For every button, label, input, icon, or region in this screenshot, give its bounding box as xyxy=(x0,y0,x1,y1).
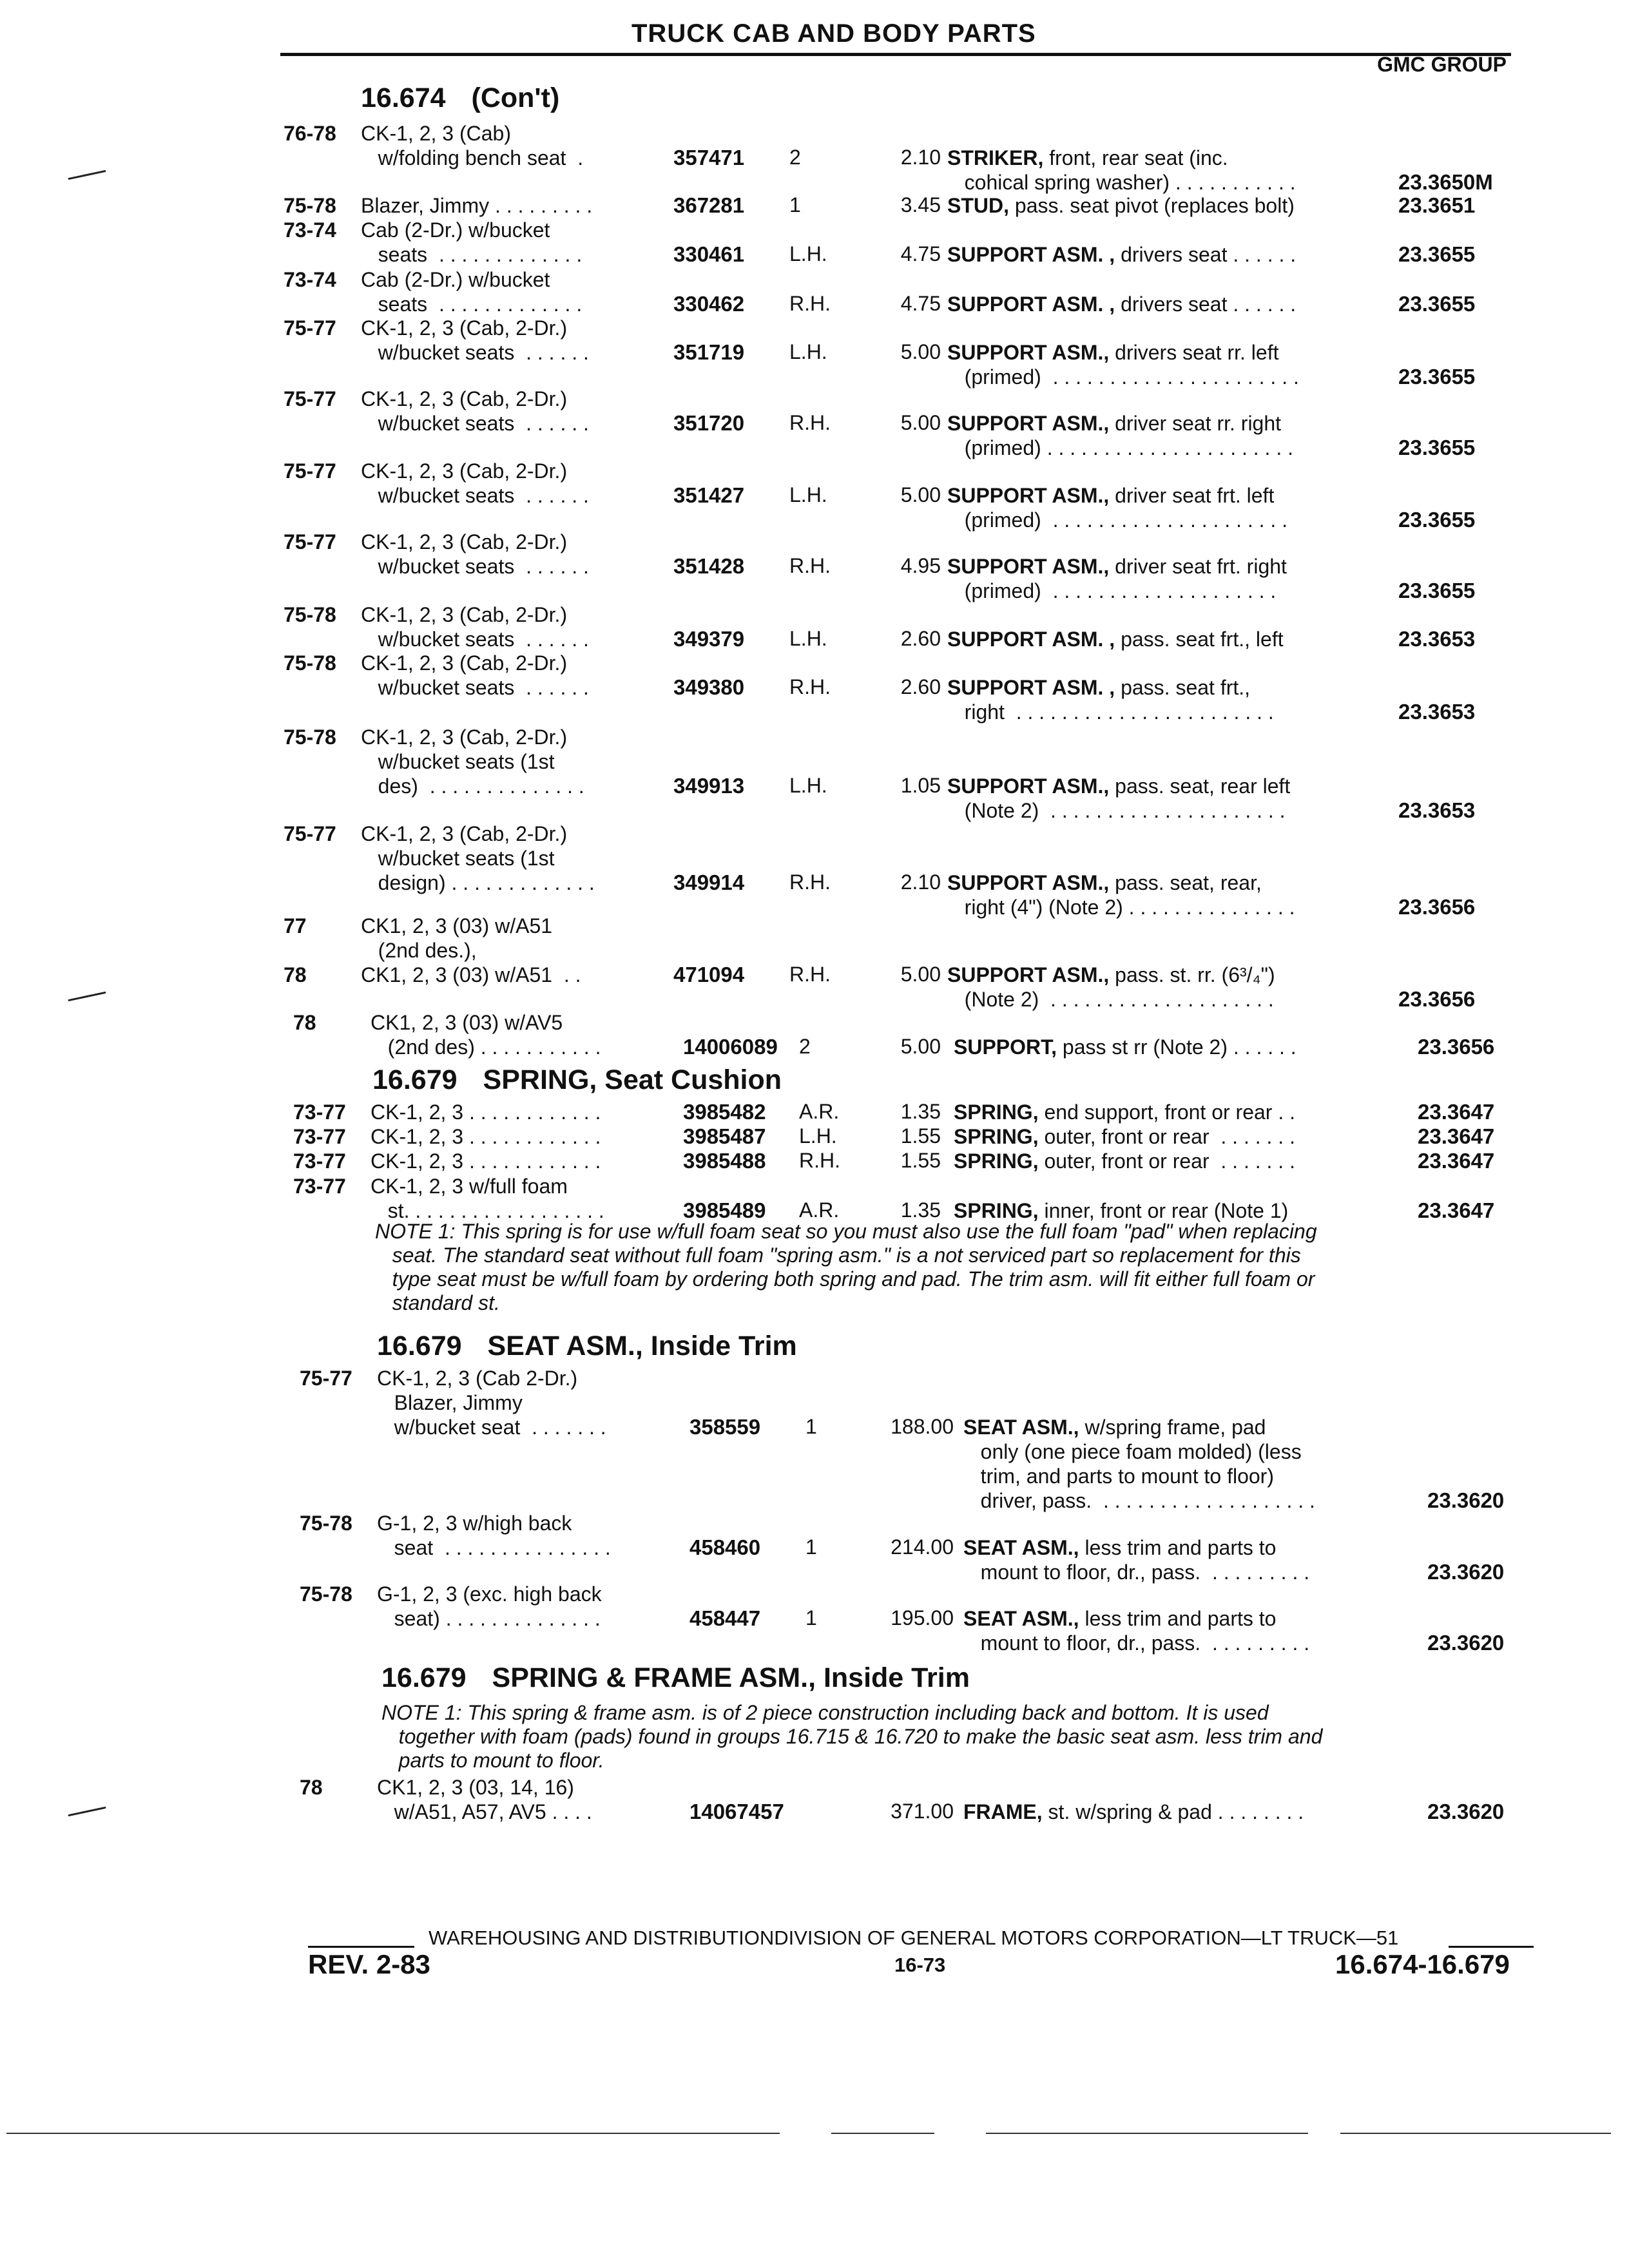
model-application: CK-1, 2, 3 . . . . . . . . . . . . xyxy=(371,1125,601,1148)
model-years: 73-77 xyxy=(293,1125,346,1148)
scan-edge-line xyxy=(6,2133,780,2134)
part-description: SUPPORT ASM., driver seat rr. right (primed) . . . . . . . . . . . . . . . . . . . . . . xyxy=(947,412,1293,459)
section-number: 16.679 xyxy=(372,1064,458,1095)
group-reference: 23.3655 xyxy=(1398,242,1476,266)
model-years: 75-77 xyxy=(284,822,336,845)
part-number: 358559 xyxy=(689,1415,761,1439)
model-years: 73-77 xyxy=(293,1149,346,1173)
model-years: 78 xyxy=(293,1011,316,1034)
model-years: 75-78 xyxy=(300,1582,352,1606)
model-application: CK-1, 2, 3 (Cab, 2-Dr.) w/bucket seats . . . . . . xyxy=(361,316,589,364)
model-application: CK1, 2, 3 (03) w/AV5 (2nd des) . . . . . . . . . . . xyxy=(371,1011,601,1059)
part-number: 3985482 xyxy=(683,1100,766,1124)
group-reference: 23.3655 xyxy=(1398,365,1476,389)
section-heading xyxy=(381,1662,970,1694)
part-number: 349913 xyxy=(673,774,745,798)
price: 4.75 xyxy=(900,292,941,315)
part-description: SUPPORT ASM., drivers seat rr. left (primed) . . . . . . . . . . . . . . . . . . . . . . xyxy=(947,341,1299,389)
model-application: CK-1, 2, 3 (Cab, 2-Dr.) w/bucket seats . . . . . . xyxy=(361,459,589,507)
model-application: G-1, 2, 3 (exc. high back seat) . . . . . . . . . . . . . . xyxy=(377,1582,602,1630)
part-number: 351427 xyxy=(673,483,745,507)
part-description: SUPPORT ASM., driver seat frt. right (primed) . . . . . . . . . . . . . . . . . . . . xyxy=(947,555,1287,602)
model-application: CK1, 2, 3 (03, 14, 16) w/A51, A57, AV5 . . . . xyxy=(377,1776,592,1823)
section-title: SPRING, Seat Cushion xyxy=(483,1064,782,1095)
group-reference: 23.3656 xyxy=(1398,895,1476,919)
quantity-side: R.H. xyxy=(789,675,831,698)
footer-division: WAREHOUSING AND DISTRIBUTIONDIVISION OF GENERAL MOTORS CORPORATION—LT TRUCK—51 xyxy=(429,1927,1399,1949)
model-application: CK-1, 2, 3 (Cab) w/folding bench seat . xyxy=(361,122,584,169)
group-reference: 23.3655 xyxy=(1398,508,1476,532)
group-reference: 23.3620 xyxy=(1427,1800,1505,1823)
part-description: SUPPORT ASM., pass. seat, rear left (Note 2) . . . . . . . . . . . . . . . . . . . . . xyxy=(947,774,1291,822)
model-years: 75-78 xyxy=(284,194,336,217)
model-application: CK-1, 2, 3 w/full foam st. . . . . . . . . . . . . . . . . . xyxy=(371,1175,604,1222)
quantity-side: R.H. xyxy=(789,870,831,894)
section-number: 16.679 xyxy=(381,1662,467,1693)
part-description: SUPPORT ASM. , drivers seat . . . . . . xyxy=(947,243,1296,266)
group-reference: 23.3656 xyxy=(1398,987,1476,1011)
part-number: 351720 xyxy=(673,411,745,435)
part-number: 349380 xyxy=(673,675,745,699)
section-title: SPRING & FRAME ASM., Inside Trim xyxy=(492,1662,970,1693)
quantity-side: 2 xyxy=(789,146,801,169)
quantity-side: 2 xyxy=(799,1035,811,1058)
part-description: FRAME, st. w/spring & pad . . . . . . . . xyxy=(963,1800,1304,1823)
price: 4.95 xyxy=(900,554,941,577)
part-description: STRIKER, front, rear seat (inc. cohical spring washer) . . . . . . . . . . . xyxy=(947,146,1296,194)
scan-edge-line xyxy=(1340,2133,1611,2134)
price: 371.00 xyxy=(891,1800,954,1823)
margin-mark xyxy=(68,1807,106,1816)
model-application: CK1, 2, 3 (03) w/A51 (2nd des.), CK1, 2, 3 (03) w/A51 . . xyxy=(361,914,581,986)
price: 2.60 xyxy=(900,675,941,698)
group-reference: 23.3620 xyxy=(1427,1488,1505,1512)
part-description: SEAT ASM., less trim and parts to mount to floor, dr., pass. . . . . . . . . . xyxy=(963,1607,1310,1655)
scan-edge-line xyxy=(986,2133,1308,2134)
price: 5.00 xyxy=(900,483,941,506)
model-application: CK-1, 2, 3 (Cab, 2-Dr.) w/bucket seats (1st des) . . . . . . . . . . . . . . xyxy=(361,726,584,798)
model-years: 77 78 xyxy=(284,914,307,986)
margin-mark xyxy=(68,992,106,1001)
model-years: 75-78 xyxy=(300,1512,352,1535)
group-label: GMC GROUP xyxy=(1377,53,1507,76)
group-reference: 23.3620 xyxy=(1427,1631,1505,1655)
price: 2.10 xyxy=(900,870,941,894)
part-description: SPRING, inner, front or rear (Note 1) xyxy=(954,1199,1289,1222)
model-application: CK-1, 2, 3 (Cab, 2-Dr.) w/bucket seats . . . . . . xyxy=(361,530,589,578)
quantity-side: R.H. xyxy=(789,963,831,986)
model-years: 75-77 xyxy=(284,459,336,483)
quantity-side: R.H. xyxy=(789,411,831,434)
price: 1.35 xyxy=(900,1198,941,1222)
group-reference: 23.3653 xyxy=(1398,627,1476,651)
part-number: 458460 xyxy=(689,1535,761,1559)
section-heading xyxy=(361,82,559,114)
part-number: 330461 xyxy=(673,242,745,266)
quantity-side: L.H. xyxy=(789,774,827,797)
part-description: SUPPORT ASM., pass. seat, rear, right (4") (Note 2) . . . . . . . . . . . . . . . xyxy=(947,871,1295,919)
part-number: 14006089 xyxy=(683,1035,778,1059)
group-reference: 23.3651 xyxy=(1398,193,1476,217)
model-years: 75-77 xyxy=(300,1367,352,1390)
model-application: Blazer, Jimmy . . . . . . . . . xyxy=(361,194,593,217)
group-reference: 23.3656 xyxy=(1418,1035,1495,1059)
price: 5.00 xyxy=(900,340,941,363)
scan-edge-line xyxy=(831,2133,934,2134)
model-application: CK-1, 2, 3 (Cab, 2-Dr.) w/bucket seats . . . . . . xyxy=(361,603,589,651)
price: 5.00 xyxy=(900,411,941,434)
quantity-side: L.H. xyxy=(789,627,827,650)
model-application: Cab (2-Dr.) w/bucket seats . . . . . . . . . . . . . xyxy=(361,218,583,266)
quantity-side: L.H. xyxy=(789,340,827,363)
model-years: 75-78 xyxy=(284,651,336,675)
group-reference: 23.3647 xyxy=(1418,1124,1495,1148)
group-reference: 23.3647 xyxy=(1418,1100,1495,1124)
model-years: 73-74 xyxy=(284,268,336,291)
model-application: CK-1, 2, 3 . . . . . . . . . . . . xyxy=(371,1100,601,1124)
quantity-side: 1 xyxy=(805,1415,817,1438)
part-number: 349914 xyxy=(673,870,745,894)
group-reference: 23.3653 xyxy=(1398,700,1476,724)
part-description: SPRING, outer, front or rear . . . . . . . xyxy=(954,1149,1295,1173)
quantity-side: R.H. xyxy=(789,554,831,577)
part-description: SUPPORT ASM. , drivers seat . . . . . . xyxy=(947,293,1296,316)
part-description: SEAT ASM., w/spring frame, pad only (one piece foam molded) (less trim, and parts to mount to floor) driver, pass. . . . . . . . . . . . . . . . . . . . xyxy=(963,1416,1315,1512)
model-years: 73-77 xyxy=(293,1100,346,1124)
price: 195.00 xyxy=(891,1606,954,1629)
model-application: CK-1, 2, 3 (Cab 2-Dr.) Blazer, Jimmy w/bucket seat . . . . . . . xyxy=(377,1367,606,1439)
part-description: SPRING, outer, front or rear . . . . . . . xyxy=(954,1125,1295,1148)
group-reference: 23.3647 xyxy=(1418,1198,1495,1222)
quantity-side: A.R. xyxy=(799,1198,840,1222)
price: 2.60 xyxy=(900,627,941,650)
margin-mark xyxy=(68,170,106,180)
model-years: 73-74 xyxy=(284,218,336,242)
group-reference: 23.3655 xyxy=(1398,579,1476,602)
part-number: 458447 xyxy=(689,1606,761,1630)
part-number: 3985488 xyxy=(683,1149,766,1173)
part-number: 367281 xyxy=(673,193,745,217)
part-number: 357471 xyxy=(673,146,745,169)
footer-rule xyxy=(308,1946,414,1948)
part-number: 351719 xyxy=(673,340,745,364)
group-reference: 23.3650M xyxy=(1398,170,1493,194)
page-number: 16-73 xyxy=(894,1954,946,1976)
model-application: Cab (2-Dr.) w/bucket seats . . . . . . . . . . . . . xyxy=(361,268,583,316)
quantity-side: R.H. xyxy=(799,1149,840,1172)
part-description: SUPPORT, pass st rr (Note 2) . . . . . . xyxy=(954,1035,1296,1059)
note-spring: NOTE 1: This spring is for use w/full foam seat so you must also use the full foam "pad" when replacing seat. The standard seat without full foam "spring asm." is a not serviced part so replacement for this type seat must be w/full foam by ordering both spring and pad. The trim asm. will fit either full foam or standard st. xyxy=(375,1220,1317,1314)
part-description: SEAT ASM., less trim and parts to mount to floor, dr., pass. . . . . . . . . . xyxy=(963,1536,1310,1584)
price: 3.45 xyxy=(900,193,941,216)
group-reference: 23.3655 xyxy=(1398,292,1476,316)
price: 1.35 xyxy=(900,1100,941,1123)
section-heading xyxy=(372,1064,782,1096)
part-number: 14067457 xyxy=(689,1800,784,1823)
part-number: 330462 xyxy=(673,292,745,316)
part-description: SUPPORT ASM., driver seat frt. left (primed) . . . . . . . . . . . . . . . . . . . . . xyxy=(947,484,1288,532)
quantity-side: 1 xyxy=(805,1606,817,1629)
model-application: CK-1, 2, 3 (Cab, 2-Dr.) w/bucket seats . . . . . . xyxy=(361,651,589,699)
part-description: SUPPORT ASM., pass. st. rr. (6³/₄") (Note 2) . . . . . . . . . . . . . . . . . . . . xyxy=(947,963,1275,1011)
quantity-side: 1 xyxy=(789,193,801,216)
section-number: 16.674 xyxy=(361,82,446,113)
footer-rule xyxy=(1449,1946,1534,1948)
part-description: SUPPORT ASM. , pass. seat frt., left xyxy=(947,628,1284,651)
section-number: 16.679 xyxy=(377,1331,462,1361)
revision-label: REV. 2-83 xyxy=(308,1949,430,1979)
section-heading xyxy=(377,1331,797,1362)
model-years: 75-78 xyxy=(284,726,336,749)
quantity-side: A.R. xyxy=(799,1100,840,1123)
model-application: CK-1, 2, 3 (Cab, 2-Dr.) w/bucket seats (1st design) . . . . . . . . . . . . . xyxy=(361,822,595,894)
group-range: 16.674-16.679 xyxy=(1335,1949,1510,1979)
price: 4.75 xyxy=(900,242,941,265)
part-number: 349379 xyxy=(673,627,745,651)
part-number: 3985489 xyxy=(683,1198,766,1222)
group-reference: 23.3620 xyxy=(1427,1560,1505,1584)
group-reference: 23.3647 xyxy=(1418,1149,1495,1173)
model-application: G-1, 2, 3 w/high back seat . . . . . . . . . . . . . . . xyxy=(377,1512,611,1559)
model-years: 75-77 xyxy=(284,530,336,553)
quantity-side: L.H. xyxy=(789,483,827,506)
price: 188.00 xyxy=(891,1415,954,1438)
model-years: 75-77 xyxy=(284,387,336,410)
group-reference: 23.3653 xyxy=(1398,798,1476,822)
section-title: (Con't) xyxy=(471,82,560,113)
price: 214.00 xyxy=(891,1535,954,1559)
title-rule xyxy=(280,53,1511,56)
model-years: 76-78 xyxy=(284,122,336,145)
part-description: SPRING, end support, front or rear . . xyxy=(954,1100,1295,1124)
part-description: STUD, pass. seat pivot (replaces bolt) xyxy=(947,194,1295,217)
part-description: SUPPORT ASM. , pass. seat frt., right . . . . . . . . . . . . . . . . . . . . . . . xyxy=(947,676,1274,724)
model-application: CK-1, 2, 3 . . . . . . . . . . . . xyxy=(371,1149,601,1173)
model-application: CK-1, 2, 3 (Cab, 2-Dr.) w/bucket seats . . . . . . xyxy=(361,387,589,435)
group-reference: 23.3655 xyxy=(1398,436,1476,459)
price: 2.10 xyxy=(900,146,941,169)
price: 5.00 xyxy=(900,1035,941,1058)
price: 1.55 xyxy=(900,1149,941,1172)
section-title: SEAT ASM., Inside Trim xyxy=(487,1331,797,1361)
page-title: TRUCK CAB AND BODY PARTS xyxy=(631,19,1036,48)
quantity-side: R.H. xyxy=(789,292,831,315)
price: 5.00 xyxy=(900,963,941,986)
model-years: 75-77 xyxy=(284,316,336,340)
model-years: 75-78 xyxy=(284,603,336,626)
part-number: 3985487 xyxy=(683,1124,766,1148)
quantity-side: L.H. xyxy=(799,1124,837,1148)
quantity-side: L.H. xyxy=(789,242,827,265)
note-frame: NOTE 1: This spring & frame asm. is of 2 piece construction including back and bottom. It is used together with foam (pads) found in groups 16.715 & 16.720 to make the basic seat asm. less trim and parts to mount to floor. xyxy=(381,1701,1323,1772)
quantity-side: 1 xyxy=(805,1535,817,1559)
part-number: 351428 xyxy=(673,554,745,578)
part-number: 471094 xyxy=(673,963,745,986)
price: 1.55 xyxy=(900,1124,941,1148)
model-years: 73-77 xyxy=(293,1175,346,1198)
model-years: 78 xyxy=(300,1776,323,1799)
price: 1.05 xyxy=(900,774,941,797)
